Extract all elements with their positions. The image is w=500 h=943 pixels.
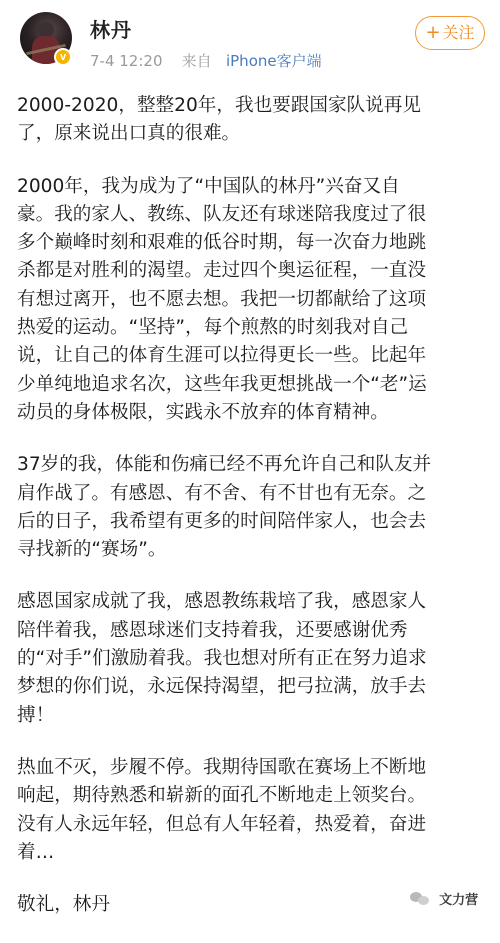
wechat-icon — [410, 890, 430, 908]
post-from-label: 来自 — [181, 52, 212, 70]
verified-badge-icon: v — [54, 48, 72, 66]
post-body — [17, 92, 487, 943]
post-time: 7-4 12:20 — [90, 52, 163, 70]
post-signoff: 敬礼，林丹 — [17, 894, 110, 916]
post-paragraph: 感恩国家成就了我，感恩教练栽培了我，感恩家人 陪伴着我，感恩球迷们支持着我，还要感谢优秀 的“对手”们激励着我。我也想对所有正在努力追求 梦想的你们说，永远保持渴望，把弓拉满，放手去 搏！ — [17, 591, 427, 726]
post-meta — [90, 50, 322, 71]
post-paragraph: 2000-2020，整整20年，我也要跟国家队说再见 了，原来说出口真的很难。 — [17, 95, 421, 145]
follow-button[interactable] — [415, 16, 485, 50]
source-watermark — [410, 888, 478, 910]
post-paragraph: 2000年，我为成为了“中国队的林丹”兴奋又自 豪。我的家人、教练、队友还有球迷陪我度过了很 多个巅峰时刻和艰难的低谷时期，每一次奋力地跳 杀都是对胜利的渴望。走过四个奥运征程，一直没 有想过离开，也不愿去想。我把一切都献给了这项 热爱的运动。“坚持”，每个煎熬的时刻我对自己 说，让自己的体育生涯可以拉得更长一些。比起年 少单纯地追求名次，这些年我更想挑战一个“老”运 动员的身体极限，实践永不放弃的体育精神。 — [17, 175, 427, 423]
author-name[interactable]: 林丹 — [90, 18, 132, 42]
post-paragraph: 热血不灭，步履不停。我期待国歌在赛场上不断地 响起，期待熟悉和崭新的面孔不断地走上领奖台。 没有人永远年轻，但总有人年轻着，热爱着，奋进 着… — [17, 756, 427, 863]
post-paragraph: 37岁的我，体能和伤痛已经不再允许自己和队友并 肩作战了。有感恩、有不舍、有不甘也有无奈。之 后的日子，我希望有更多的时间陪伴家人，也会去 寻找新的“赛场”。 — [17, 454, 432, 561]
post-header — [0, 0, 500, 84]
plus-icon: + — [425, 22, 441, 43]
follow-label: 关注 — [442, 23, 475, 42]
post-source-link[interactable]: iPhone客户端 — [225, 52, 322, 70]
watermark-text: 文力营 — [439, 893, 479, 908]
